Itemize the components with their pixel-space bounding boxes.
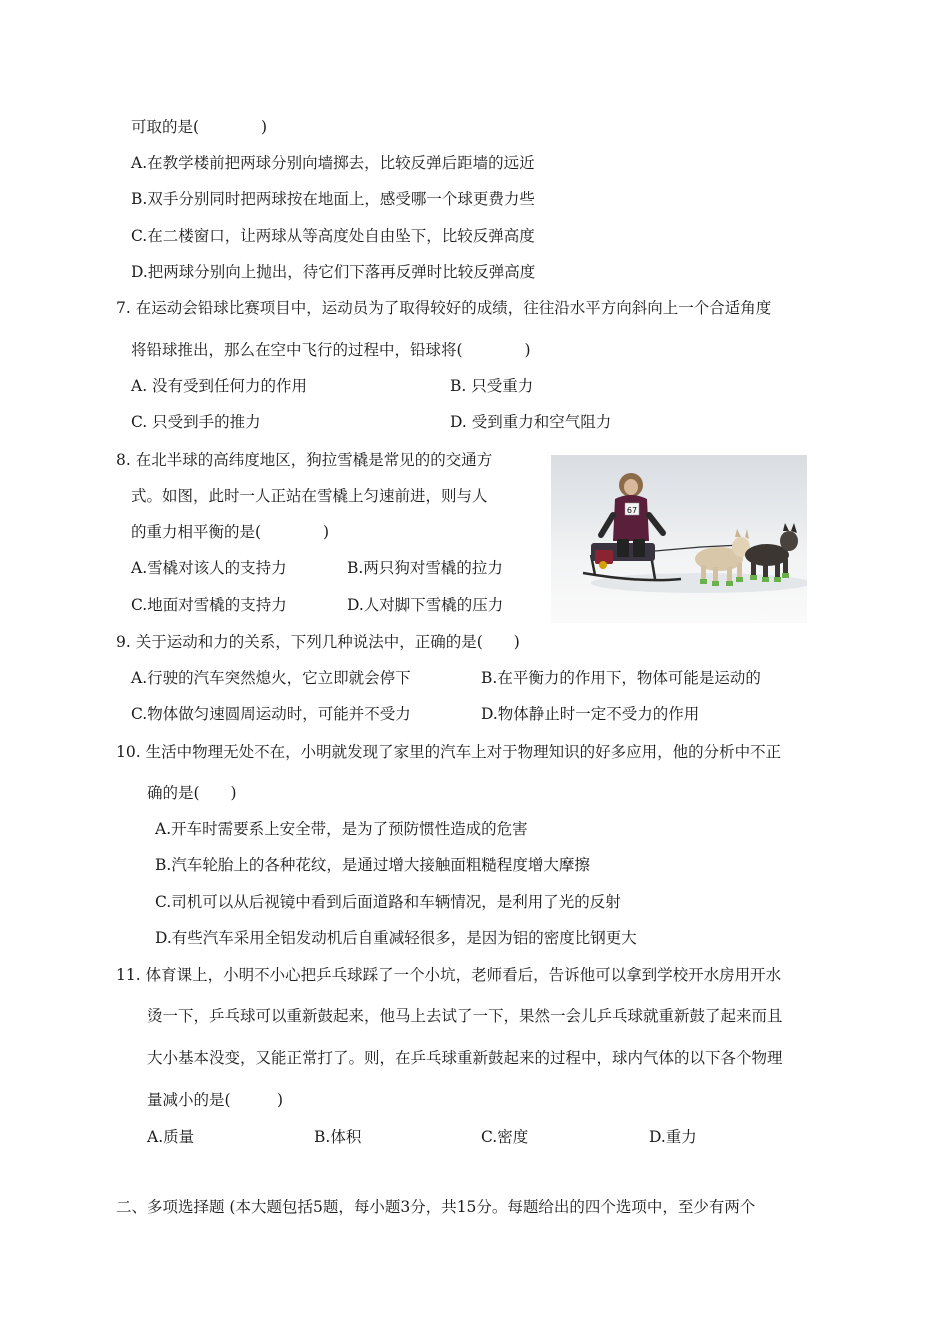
q11-stem-line4: 量减小的是( ) bbox=[147, 1091, 284, 1109]
bib-number: 67 bbox=[626, 506, 638, 515]
q11-stem-line3: 大小基本没变，又能正常打了。则，在乒乓球重新鼓起来的过程中，球内气体的以下各个物理 bbox=[147, 1049, 783, 1067]
dog-sled-photo bbox=[551, 455, 807, 623]
q10-option-c: C.司机可以从后视镜中看到后面道路和车辆情况，是利用了光的反射 bbox=[155, 893, 621, 911]
q7-option-b: B. 只受重力 bbox=[450, 377, 534, 395]
q7-stem-line2: 将铅球推出，那么在空中飞行的过程中，铅球将( ) bbox=[131, 341, 531, 359]
q9-stem: 9. 关于运动和力的关系，下列几种说法中，正确的是( ) bbox=[116, 633, 520, 651]
q8-stem-line2: 式。如图，此时一人正站在雪橇上匀速前进，则与人 bbox=[131, 487, 488, 505]
q10-stem-line2: 确的是( ) bbox=[147, 784, 237, 802]
section2-heading: 二、多项选择题 (本大题包括5题，每小题3分，共15分。每题给出的四个选项中，至少有两个 bbox=[116, 1198, 756, 1216]
q8-stem-line1: 8. 在北半球的高纬度地区，狗拉雪橇是常见的的交通方 bbox=[116, 451, 493, 469]
q10-option-a: A.开车时需要系上安全带，是为了预防惯性造成的危害 bbox=[155, 820, 528, 838]
dog-sled-illustration bbox=[551, 455, 807, 623]
q7-option-a: A. 没有受到任何力的作用 bbox=[131, 377, 308, 395]
q11-option-d: D.重力 bbox=[649, 1128, 697, 1146]
q6-stem-continuation: 可取的是( ) bbox=[131, 118, 268, 136]
q6-option-c: C.在二楼窗口，让两球从等高度处自由坠下，比较反弹高度 bbox=[131, 227, 535, 245]
q9-option-b: B.在平衡力的作用下，物体可能是运动的 bbox=[481, 669, 761, 687]
q11-stem-line1: 11. 体育课上，小明不小心把乒乓球踩了一个小坑，老师看后，告诉他可以拿到学校开水房用开水 bbox=[116, 966, 782, 984]
q8-option-c: C.地面对雪橇的支持力 bbox=[131, 596, 287, 614]
q11-stem-line2: 烫一下，乒乓球可以重新鼓起来，他马上去试了一下，果然一会儿乒乓球就重新鼓了起来而且 bbox=[147, 1007, 783, 1025]
q8-option-b: B.两只狗对雪橇的拉力 bbox=[347, 559, 503, 577]
q9-option-c: C.物体做匀速圆周运动时，可能并不受力 bbox=[131, 705, 411, 723]
q9-option-d: D.物体静止时一定不受力的作用 bbox=[481, 705, 700, 723]
q6-option-a: A.在教学楼前把两球分别向墙掷去，比较反弹后距墙的远近 bbox=[131, 154, 535, 172]
q6-option-d: D.把两球分别向上抛出，待它们下落再反弹时比较反弹高度 bbox=[131, 263, 536, 281]
q11-option-a: A.质量 bbox=[147, 1128, 195, 1146]
q11-option-c: C.密度 bbox=[481, 1128, 529, 1146]
q7-option-d: D. 受到重力和空气阻力 bbox=[450, 413, 612, 431]
q9-option-a: A.行驶的汽车突然熄火，它立即就会停下 bbox=[131, 669, 411, 687]
q10-option-b: B.汽车轮胎上的各种花纹，是通过增大接触面粗糙程度增大摩擦 bbox=[155, 856, 590, 874]
q8-option-d: D.人对脚下雪橇的压力 bbox=[347, 596, 504, 614]
dog-dark bbox=[745, 523, 798, 582]
q11-option-b: B.体积 bbox=[314, 1128, 362, 1146]
q10-stem-line1: 10. 生活中物理无处不在，小明就发现了家里的汽车上对于物理知识的好多应用，他的分析中不正 bbox=[116, 743, 782, 761]
q8-stem-line3: 的重力相平衡的是( ) bbox=[131, 523, 330, 541]
q7-option-c: C. 只受到手的推力 bbox=[131, 413, 261, 431]
q6-option-b: B.双手分别同时把两球按在地面上，感受哪一个球更费力些 bbox=[131, 190, 535, 208]
q10-option-d: D.有些汽车采用全铝发动机后自重减轻很多，是因为铝的密度比钢更大 bbox=[155, 929, 637, 947]
q7-stem-line1: 7. 在运动会铅球比赛项目中，运动员为了取得较好的成绩，往往沿水平方向斜向上一个合适角度 bbox=[116, 299, 772, 317]
q8-option-a: A.雪橇对该人的支持力 bbox=[131, 559, 287, 577]
